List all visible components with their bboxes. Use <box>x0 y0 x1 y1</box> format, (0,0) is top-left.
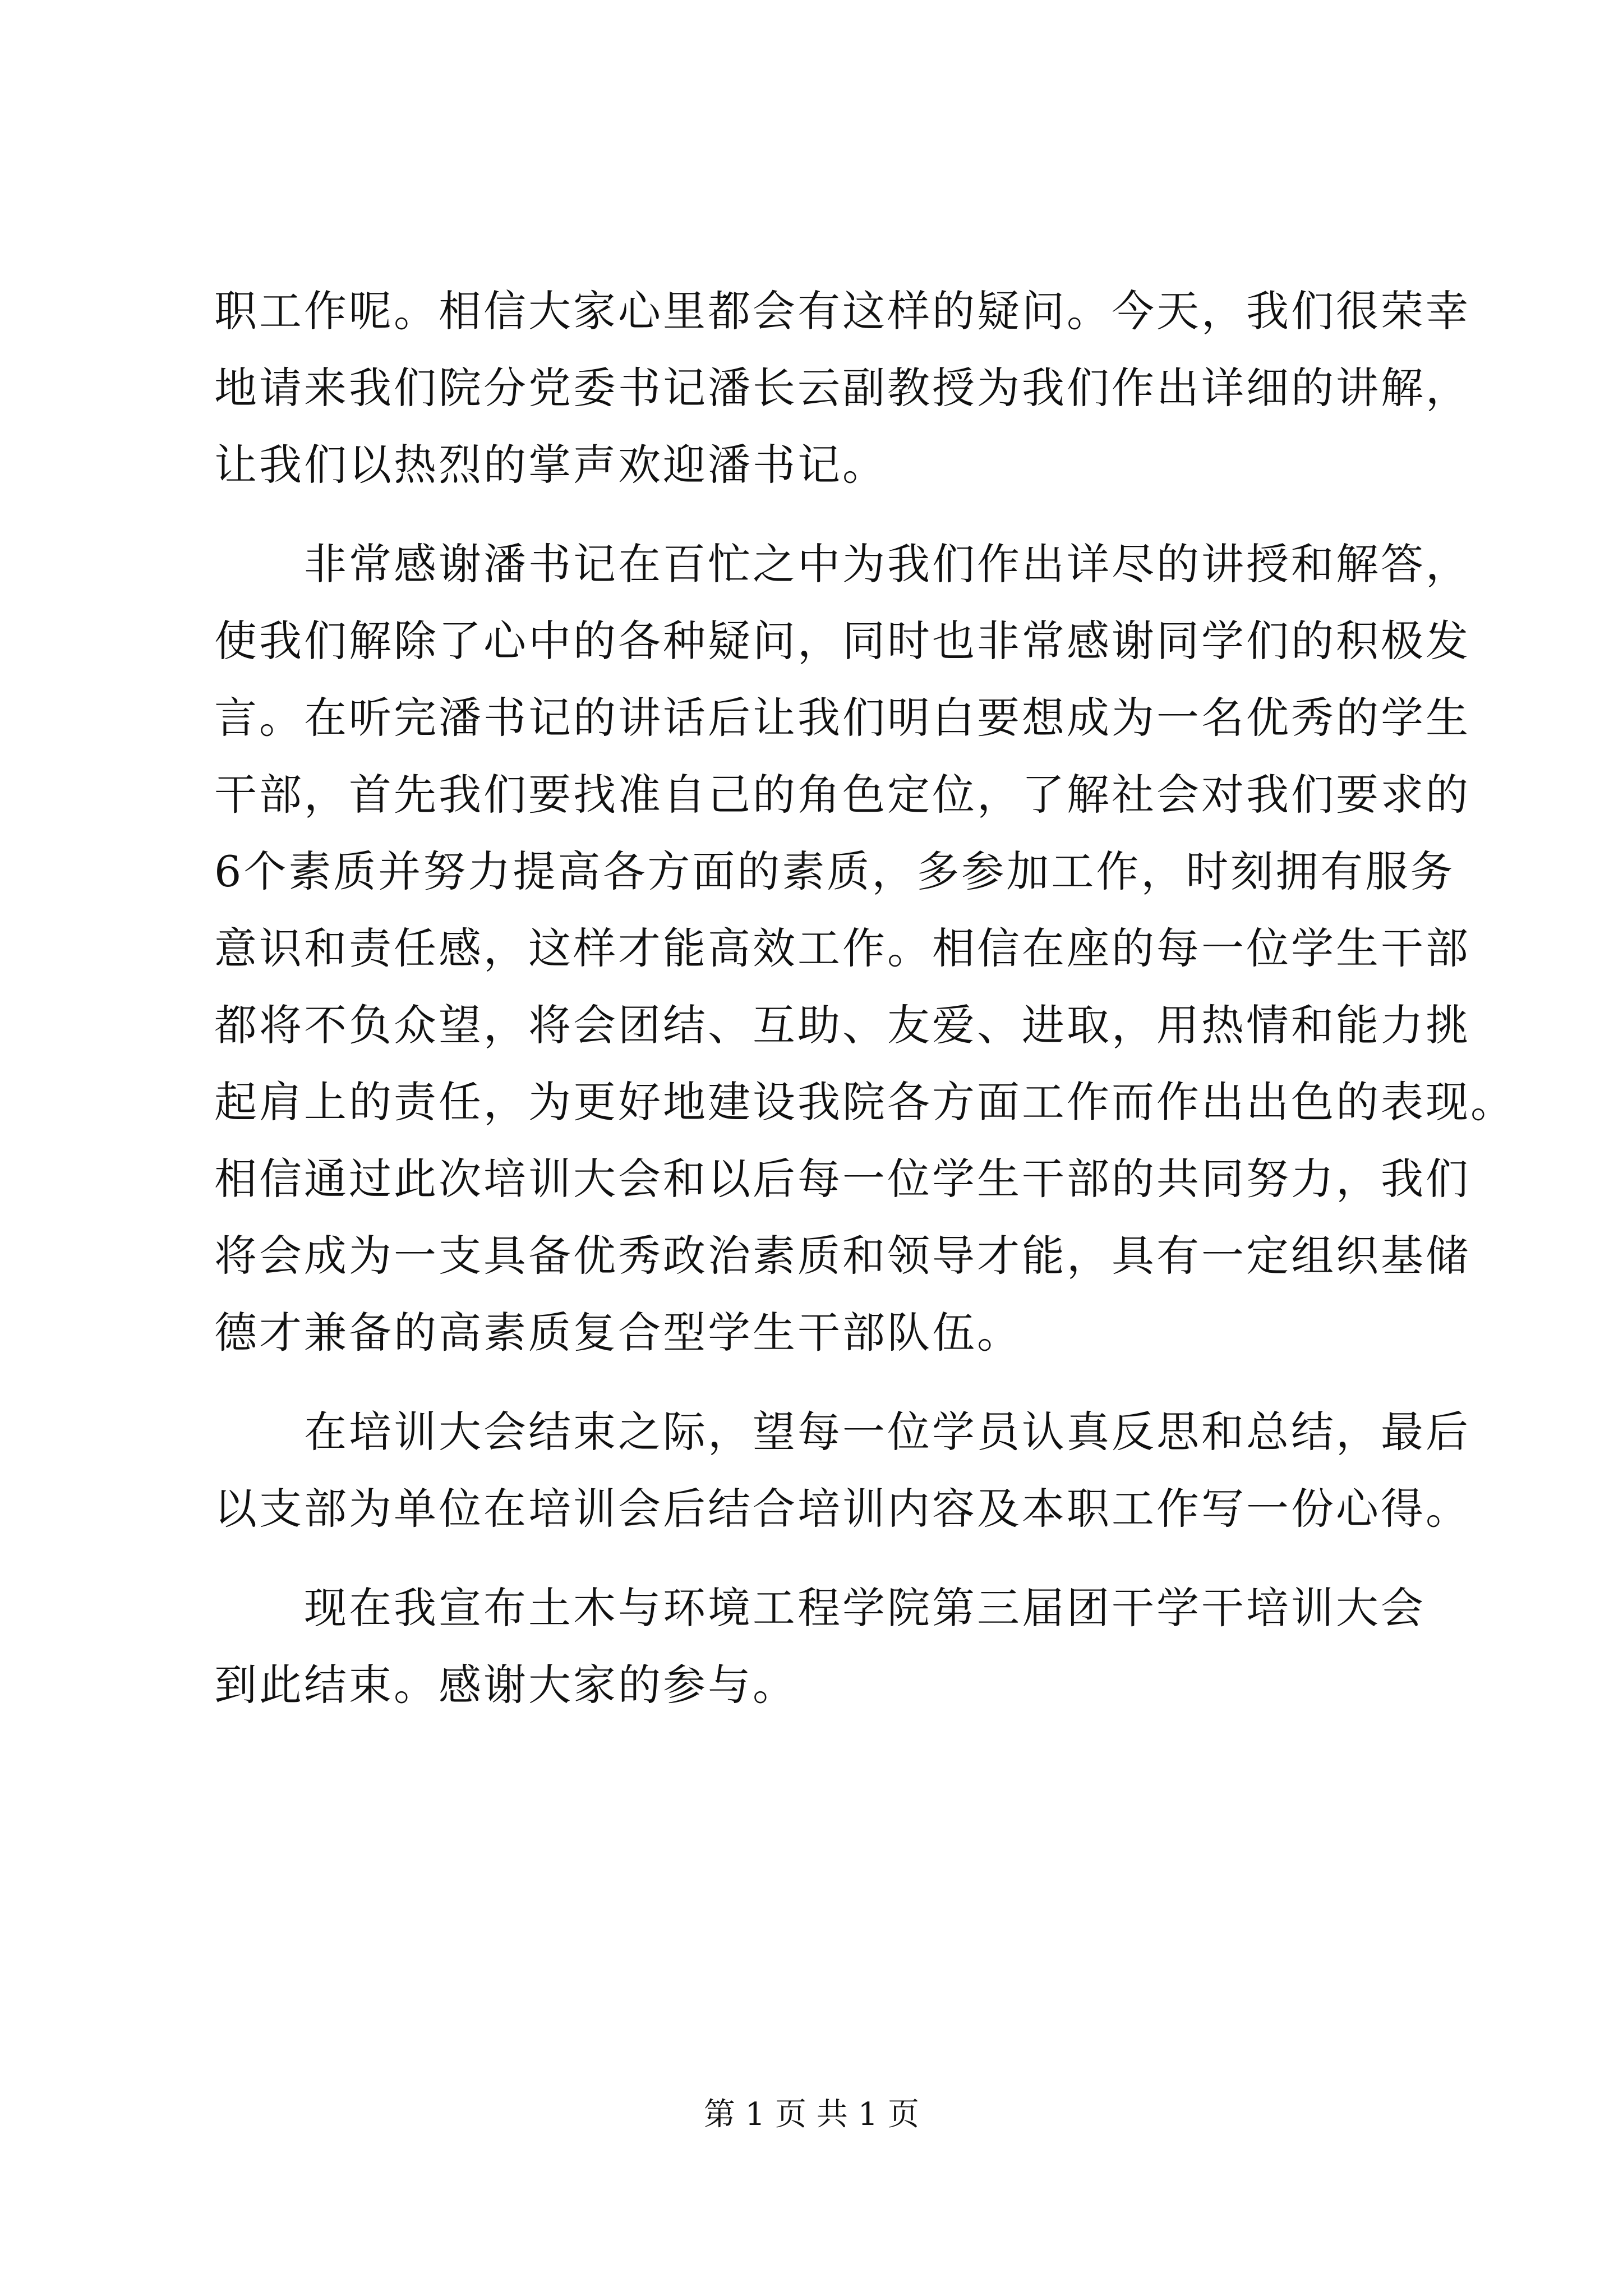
text-line: 以支部为单位在培训会后结合培训内容及本职工作写一份心得。 <box>214 1484 1470 1534</box>
paragraph-3 <box>214 1393 1470 1547</box>
text-line: 相信通过此次培训大会和以后每一位学生干部的共同努力，我们 <box>214 1154 1470 1204</box>
text-line: 言。在听完潘书记的讲话后让我们明白要想成为一名优秀的学生 <box>214 693 1470 743</box>
paragraph-1 <box>214 273 1470 503</box>
text-line: 将会成为一支具备优秀政治素质和领导才能，具有一定组织基储 <box>214 1231 1470 1281</box>
text-line: 意识和责任感，这样才能高效工作。相信在座的每一位学生干部 <box>214 923 1470 973</box>
text-line: 都将不负众望，将会团结、互助、友爱、进取，用热情和能力挑 <box>214 1000 1470 1050</box>
paragraph-gap <box>214 1371 1437 1393</box>
text-line: 让我们以热烈的掌声欢迎潘书记。 <box>214 440 887 490</box>
text-line: 德才兼备的高素质复合型学生干部队伍。 <box>214 1308 1022 1358</box>
text-line: 在培训大会结束之际，望每一位学员认真反思和总结，最后 <box>304 1407 1470 1457</box>
page-footer <box>0 2092 1623 2137</box>
paragraph-4 <box>214 1570 1437 1723</box>
text-line: 6个素质并努力提高各方面的素质，多参加工作，时刻拥有服务 <box>214 846 1455 896</box>
text-line: 起肩上的责任，为更好地建设我院各方面工作而作出出色的表现。 <box>214 1077 1515 1127</box>
text-line: 到此结束。感谢大家的参与。 <box>214 1660 797 1710</box>
text-line: 使我们解除了心中的各种疑问，同时也非常感谢同学们的积极发 <box>214 616 1470 666</box>
text-line: 干部，首先我们要找准自己的角色定位，了解社会对我们要求的 <box>214 770 1470 820</box>
paragraph-2 <box>214 526 1515 1371</box>
page-number-label: 第 1 页 共 1 页 <box>703 2096 920 2133</box>
text-line: 地请来我们院分党委书记潘长云副教授为我们作出详细的讲解， <box>214 363 1470 413</box>
text-line: 现在我宣布土木与环境工程学院第三届团干学干培训大会 <box>304 1583 1426 1633</box>
text-line: 职工作呢。相信大家心里都会有这样的疑问。今天，我们很荣幸 <box>214 286 1470 336</box>
paragraph-gap <box>214 1547 1437 1570</box>
paragraph-gap <box>214 503 1437 526</box>
document-body <box>214 273 1515 1723</box>
text-line: 非常感谢潘书记在百忙之中为我们作出详尽的讲授和解答， <box>304 539 1470 589</box>
